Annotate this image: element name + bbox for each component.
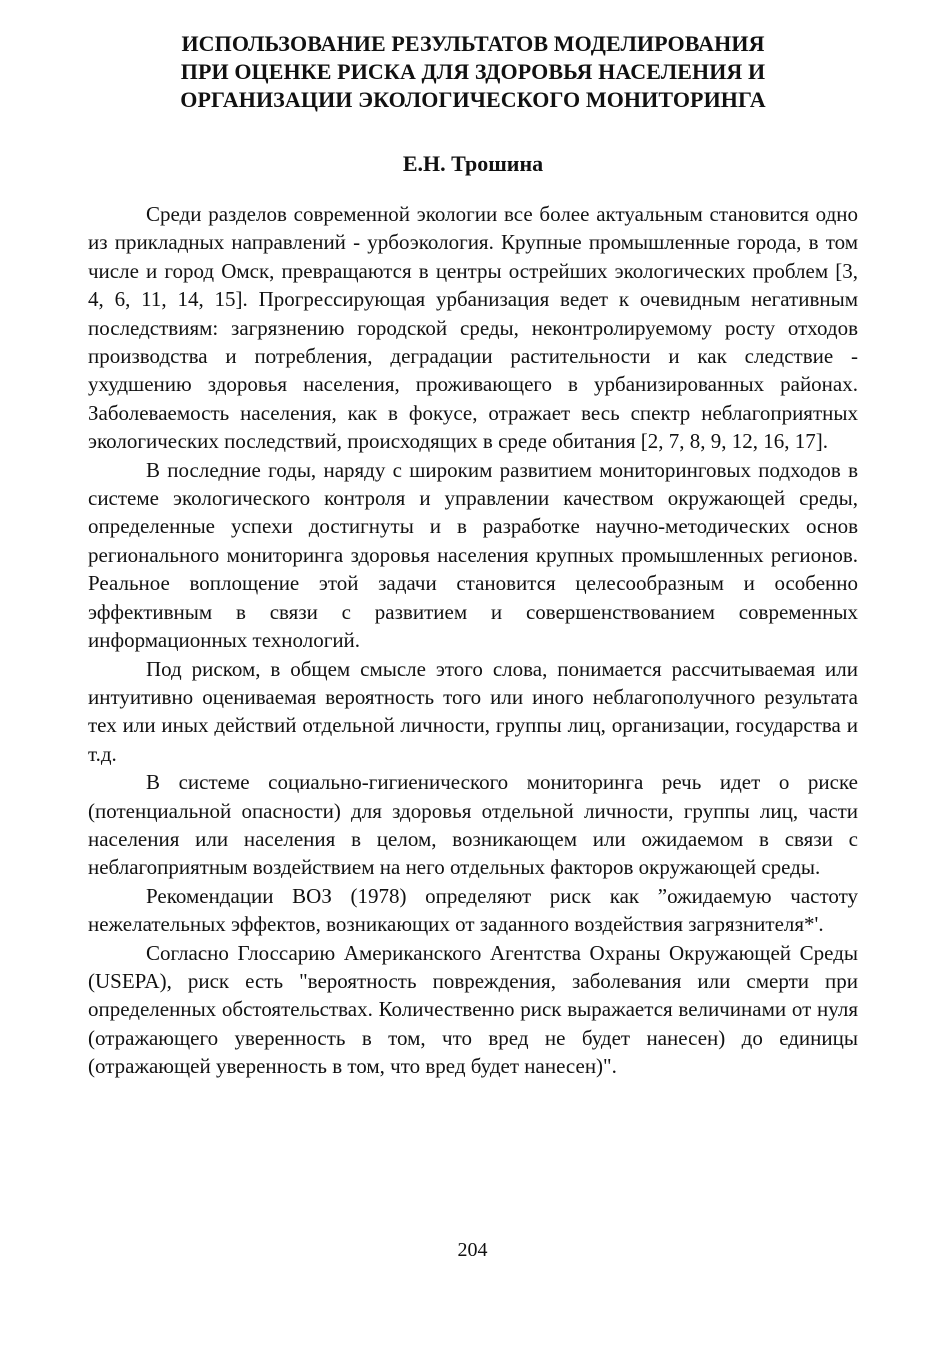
page-number: 204: [457, 1239, 488, 1261]
title-line: ОРГАНИЗАЦИИ ЭКОЛОГИЧЕСКОГО МОНИТОРИНГА: [180, 87, 766, 112]
body-paragraph: Под риском, в общем смысле этого слова, понимается рассчитываемая или интуитивно оцениваемая вероятность того или иного неблагополучного результата тех или иных действий отдельной личности, группы лиц, организации, государства и т.д.: [88, 656, 858, 766]
author-name: Е.Н. Трошина: [402, 151, 544, 176]
page-content: [88, 30, 858, 1081]
body-paragraph: Рекомендации ВОЗ (1978) определяют риск как ”ожидаемую частоту нежелательных эффектов, возникающих от заданного воздействия загрязнителя*'.: [88, 883, 858, 937]
body-paragraph: Согласно Глоссарию Американского Агентства Охраны Окружающей Среды (USEPA), риск есть "вероятность повреждения, заболевания или смерти при определенных обстоятельствах. Количественно риск выражается величинами от нуля (отражающего уверенность в том, что вред не будет нанесен) до единицы (отражающей уверенность в том, что вред будет нанесен)".: [88, 940, 858, 1079]
article-title: [88, 30, 858, 114]
title-line: ИСПОЛЬЗОВАНИЕ РЕЗУЛЬТАТОВ МОДЕЛИРОВАНИЯ: [181, 31, 765, 56]
body-paragraph: Среди разделов современной экологии все более актуальным становится одно из прикладных направлений - урбоэкология. Крупные промышленные города, в том числе и город Омск, превращаются в центры острейших экологических проблем [3, 4, 6, 11, 14, 15]. Прогрессирующая урбанизация ведет к очевидным негативным последствиям: загрязнению городской среды, неконтролируемому росту отходов производства и потребления, деградации растительности и как следствие - ухудшению здоровья населения, проживающего в урбанизированных районах. Заболеваемость населения, как в фокусе, отражает весь спектр неблагоприятных экологических последствий, происходящих в среде обитания [2, 7, 8, 9, 12, 16, 17].: [88, 202, 858, 454]
body-paragraph: В последние годы, наряду с широким развитием мониторинговых подходов в системе экологического контроля и управлении качеством окружающей среды, определенные успехи достигнуты и в разработке научно-методических основ регионального мониторинга здоровья населения крупных промышленных регионов. Реальное воплощение этой задачи становится целесообразным и особенно эффективным в связи с развитием и совершенствованием современных информационных технологий.: [88, 457, 858, 653]
body-paragraph: В системе социально-гигиенического мониторинга речь идет о риске (потенциальной опасности) для здоровья отдельной личности, группы лиц, части населения или населения в целом, возникающем или ожидаемом в связи с неблагоприятным воздействием на него отдельных факторов окружающей среды.: [88, 770, 858, 880]
title-line: ПРИ ОЦЕНКЕ РИСКА ДЛЯ ЗДОРОВЬЯ НАСЕЛЕНИЯ И: [180, 59, 766, 84]
